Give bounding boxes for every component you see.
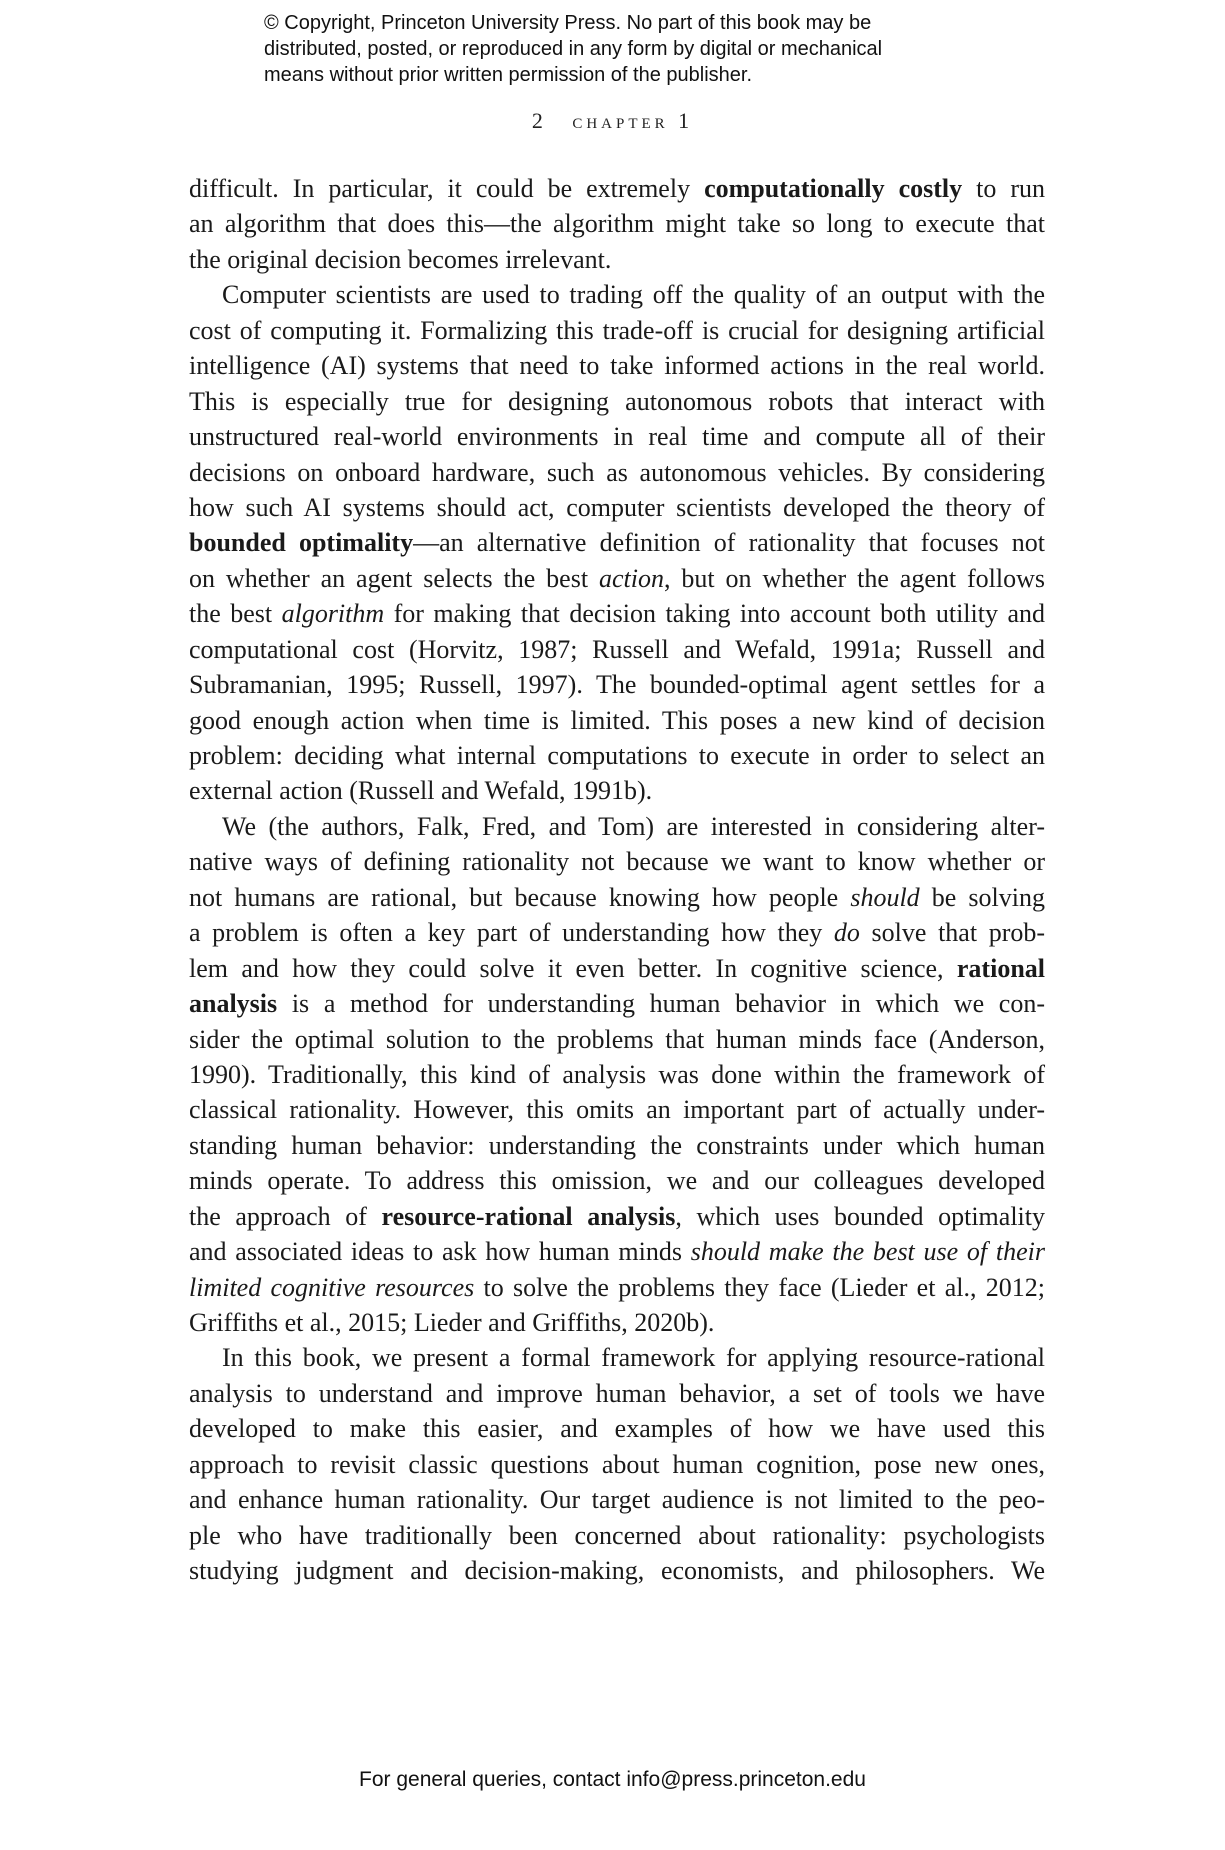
text-line: [189, 561, 1045, 596]
text-line: [189, 455, 1045, 490]
text-run: how such AI systems should act, computer scientists developed the theory of: [189, 492, 1045, 522]
text-line: [189, 1057, 1045, 1092]
text-line: [189, 951, 1045, 986]
text-line: [189, 419, 1045, 454]
bold-term: bounded optimality: [189, 528, 414, 558]
text-line: [189, 1305, 1045, 1340]
text-run: cost of computing it. Formalizing this trade-off is crucial for designing artificial: [189, 315, 1045, 345]
text-line: [189, 738, 1045, 773]
text-line: [189, 1340, 1045, 1375]
text-line: [189, 242, 1045, 277]
text-run: decisions on onboard hardware, such as autonomous vehicles. By considering: [189, 457, 1045, 487]
text-run: to run: [962, 174, 1045, 203]
text-line: [189, 1482, 1045, 1517]
text-run: approach to revisit classic questions about human cognition, pose new ones,: [189, 1449, 1045, 1479]
text-line: [189, 1411, 1045, 1446]
italic-term: action: [598, 563, 664, 593]
copyright-notice: [264, 10, 964, 88]
text-run: native ways of defining rationality not because we want to know whether or: [189, 847, 1045, 877]
text-run: solve that prob-: [859, 918, 1046, 948]
text-line: [189, 525, 1045, 560]
text-line: [189, 632, 1045, 667]
chapter-label: chapter 1: [572, 108, 694, 133]
italic-term: should: [850, 882, 920, 912]
text-run: Computer scientists are used to trading off the quality of an output with the: [222, 280, 1045, 310]
text-line: [189, 773, 1045, 808]
text-run: Griffiths et al., 2015; Lieder and Griffiths, 2020b).: [189, 1308, 715, 1337]
text-run: computational cost (Horvitz, 1987; Russell and Wefald, 1991a; Russell and: [189, 634, 1045, 664]
text-run: to solve the problems they face (Lieder et al., 2012;: [474, 1272, 1045, 1302]
text-run: external action (Russell and Wefald, 1991b).: [189, 776, 653, 806]
text-line: [189, 1234, 1045, 1269]
italic-term: should make the best use of their: [690, 1237, 1045, 1267]
text-run: minds operate. To address this omission, we and our colleagues developed: [189, 1166, 1045, 1196]
italic-term: algorithm: [281, 599, 385, 629]
text-run: difficult. In particular, it could be extremely: [189, 174, 705, 203]
bold-term: resource-rational analysis: [381, 1201, 676, 1231]
text-run: intelligence (AI) systems that need to take informed actions in the real world.: [189, 351, 1045, 381]
text-run: —an alternative definition of rationality that focuses not: [413, 528, 1045, 558]
running-head: [0, 108, 1225, 134]
text-line: [189, 667, 1045, 702]
text-run: lem and how they could solve it even better. In cognitive science,: [189, 953, 957, 983]
text-run: ple who have traditionally been concerned about rationality: psychologists: [189, 1520, 1045, 1550]
text-run: and enhance human rationality. Our target audience is not limited to the peo-: [189, 1485, 1045, 1515]
text-run: sider the optimal solution to the problems that human minds face (Anderson,: [189, 1024, 1045, 1054]
text-run: This is especially true for designing autonomous robots that interact with: [189, 386, 1045, 416]
text-run: be solving: [919, 882, 1045, 912]
text-line: [189, 1447, 1045, 1482]
text-line: [189, 915, 1045, 950]
text-run: We (the authors, Falk, Fred, and Tom) are interested in considering alter-: [222, 811, 1045, 841]
text-line: [189, 844, 1045, 879]
text-run: Subramanian, 1995; Russell, 1997). The bounded-optimal agent settles for a: [189, 670, 1045, 700]
text-run: is a method for understanding human behavior in which we con-: [277, 989, 1045, 1019]
text-line: [189, 1376, 1045, 1411]
copyright-line: means without prior written permission of the publisher.: [264, 64, 753, 86]
text-line: [189, 490, 1045, 525]
text-line: [189, 809, 1045, 844]
text-line: [189, 596, 1045, 631]
text-line: [189, 1270, 1045, 1305]
text-run: the original decision becomes irrelevant.: [189, 244, 612, 274]
text-line: [189, 1553, 1045, 1588]
text-line: [189, 703, 1045, 738]
text-run: an algorithm that does this—the algorithm might take so long to execute that: [189, 209, 1045, 239]
text-line: [189, 1092, 1045, 1127]
page-number: 2: [531, 108, 546, 133]
text-line: [189, 880, 1045, 915]
text-run: , which uses bounded optimality: [675, 1201, 1045, 1231]
text-line: [189, 1199, 1045, 1234]
text-run: and associated ideas to ask how human minds: [189, 1237, 691, 1267]
text-run: , but on whether the agent follows: [663, 563, 1046, 593]
bold-term: analysis: [189, 989, 278, 1019]
text-line: [189, 348, 1045, 383]
text-run: good enough action when time is limited. This poses a new kind of decision: [189, 705, 1045, 735]
text-line: [189, 1128, 1045, 1163]
text-run: not humans are rational, but because knowing how people: [189, 882, 851, 912]
copyright-line: © Copyright, Princeton University Press. No part of this book may be: [264, 12, 872, 34]
text-line: [189, 1163, 1045, 1198]
text-run: for making that decision taking into account both utility and: [384, 599, 1045, 629]
text-run: developed to make this easier, and examples of how we have used this: [189, 1414, 1045, 1444]
text-line: [189, 384, 1045, 419]
text-line: [189, 206, 1045, 241]
italic-term: limited cognitive resources: [189, 1272, 475, 1302]
copyright-line: distributed, posted, or reproduced in any form by digital or mechanical: [264, 38, 883, 60]
text-line: [189, 313, 1045, 348]
text-run: analysis to understand and improve human behavior, a set of tools we have: [189, 1378, 1045, 1408]
footer-contact: For general queries, contact info@press.princeton.edu: [359, 1768, 866, 1791]
text-run: a problem is often a key part of understanding how they: [189, 918, 834, 948]
text-line: [189, 1518, 1045, 1553]
text-run: classical rationality. However, this omits an important part of actually under-: [189, 1095, 1045, 1125]
text-line: [189, 1022, 1045, 1057]
text-run: the approach of: [189, 1201, 382, 1231]
text-line: [189, 277, 1045, 312]
text-run: the best: [189, 599, 282, 629]
text-run: unstructured real-world environments in real time and compute all of their: [189, 422, 1045, 452]
text-run: problem: deciding what internal computations to execute in order to select an: [189, 741, 1045, 770]
text-line: [189, 171, 1045, 206]
italic-term: do: [833, 918, 860, 948]
text-run: 1990). Traditionally, this kind of analysis was done within the framework of: [189, 1059, 1045, 1089]
body-text: [189, 171, 1045, 1589]
text-run: on whether an agent selects the best: [189, 563, 599, 593]
text-run: In this book, we present a formal framework for applying resource-rational: [222, 1343, 1045, 1373]
text-run: standing human behavior: understanding the constraints under which human: [189, 1130, 1045, 1160]
text-run: studying judgment and decision-making, economists, and philosophers. We: [189, 1556, 1045, 1586]
bold-term: computationally costly: [704, 174, 963, 203]
bold-term: rational: [956, 953, 1045, 983]
text-line: [189, 986, 1045, 1021]
